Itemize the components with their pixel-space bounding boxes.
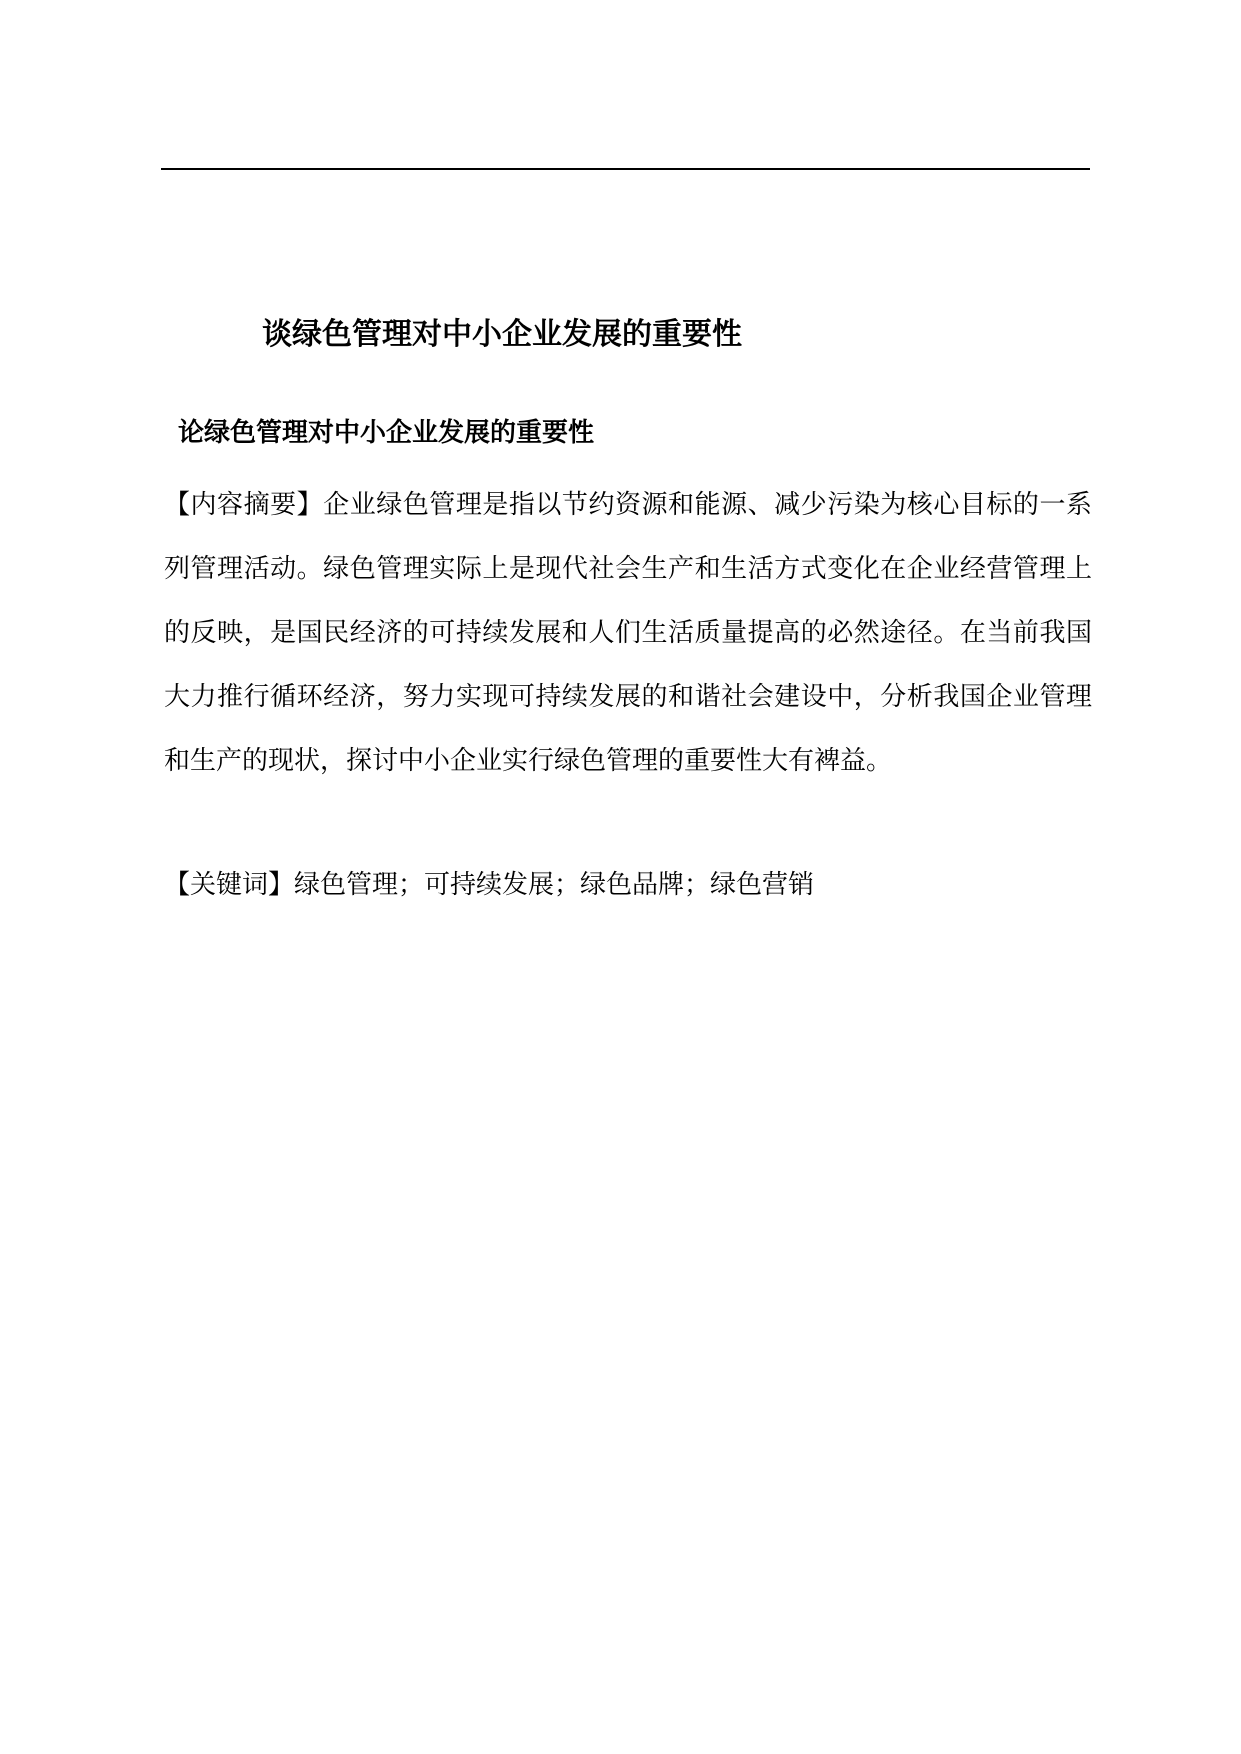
abstract-paragraph <box>164 473 1092 793</box>
abstract-label: 【内容摘要】 <box>164 490 324 520</box>
keywords-text: 绿色管理；可持续发展；绿色品牌；绿色营销 <box>294 870 815 900</box>
keywords-label: 【关键词】 <box>164 870 295 900</box>
page-title: 谈绿色管理对中小企业发展的重要性 <box>262 317 742 352</box>
abstract-text: 企业绿色管理是指以节约资源和能源、减少污染为核心目标的一系列管理活动。绿色管理实际上是现代社会生产和生活方式变化在企业经营管理上的反映，是国民经济的可持续发展和人们生活质量提高的必然途径。在当前我国大力推行循环经济，努力实现可持续发展的和谐社会建设中，分析我国企业管理和生产的现状，探讨中小企业实行绿色管理的重要性大有裨益。 <box>164 490 1092 776</box>
header-rule <box>161 168 1090 170</box>
keywords-line <box>164 861 1092 909</box>
sub-title: 论绿色管理对中小企业发展的重要性 <box>178 418 595 448</box>
